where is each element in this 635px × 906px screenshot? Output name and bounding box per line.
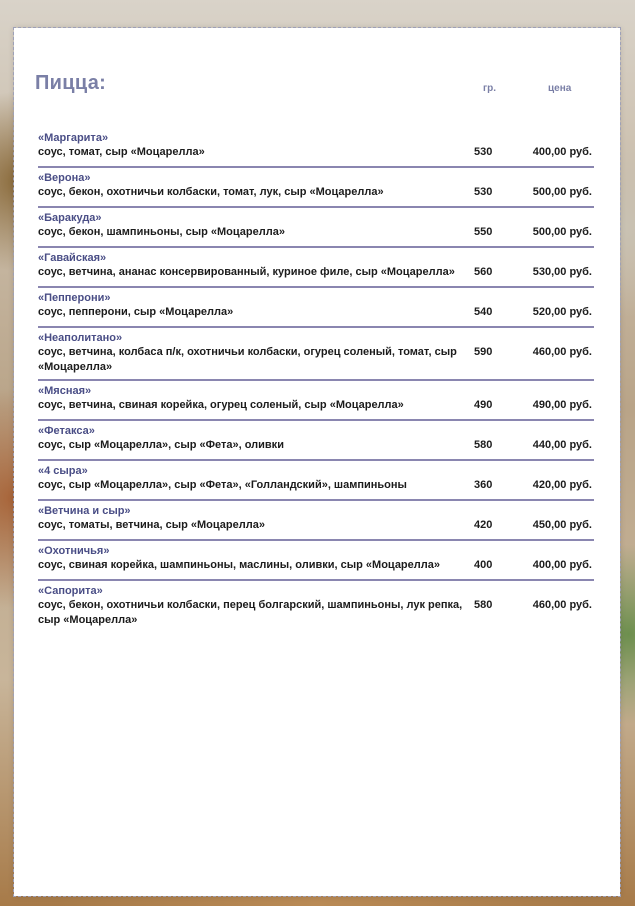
item-description: соус, ветчина, колбаса п/к, охотничьи колбаски, огурец соленый, томат, сыр «Моцарелла» xyxy=(38,346,457,373)
item-weight: 560 xyxy=(474,266,493,278)
item-price: 460,00 руб. xyxy=(532,346,592,358)
item-description: соус, свиная корейка, шампиньоны, маслины, оливки, сыр «Моцарелла» xyxy=(38,559,440,571)
item-price: 530,00 руб. xyxy=(532,266,592,278)
item-weight: 530 xyxy=(474,186,493,198)
item-description: соус, сыр «Моцарелла», сыр «Фета», оливки xyxy=(38,439,284,451)
menu-item xyxy=(38,128,594,168)
item-price: 520,00 руб. xyxy=(532,306,592,318)
item-weight: 530 xyxy=(474,146,493,158)
item-price: 420,00 руб. xyxy=(532,479,592,491)
item-description: соус, томаты, ветчина, сыр «Моцарелла» xyxy=(38,519,265,531)
item-price: 450,00 руб. xyxy=(532,519,592,531)
item-price: 440,00 руб. xyxy=(532,439,592,451)
item-description: соус, ветчина, ананас консервированный, куриное филе, сыр «Моцарелла» xyxy=(38,266,455,278)
menu-item xyxy=(38,421,594,461)
price-column-header: цена xyxy=(548,83,572,94)
pizza-list xyxy=(38,128,594,632)
item-name: «Мясная» xyxy=(38,385,92,397)
item-price: 500,00 руб. xyxy=(532,186,592,198)
item-weight: 360 xyxy=(474,479,493,491)
item-price: 400,00 руб. xyxy=(532,559,592,571)
item-name: «Пепперони» xyxy=(38,292,111,304)
menu-item xyxy=(38,581,594,632)
weight-column-header: гр. xyxy=(483,83,497,94)
item-price: 460,00 руб. xyxy=(532,599,592,611)
menu-item xyxy=(38,501,594,541)
item-weight: 420 xyxy=(474,519,493,531)
menu-item xyxy=(38,381,594,421)
menu-item xyxy=(38,248,594,288)
item-description: соус, бекон, охотничьи колбаски, томат, лук, сыр «Моцарелла» xyxy=(38,186,384,198)
item-name: «4 сыра» xyxy=(38,465,88,477)
menu-item xyxy=(38,168,594,208)
item-weight: 490 xyxy=(474,399,493,411)
menu-item xyxy=(38,461,594,501)
item-description: соус, ветчина, свиная корейка, огурец соленый, сыр «Моцарелла» xyxy=(38,399,404,411)
item-name: «Неаполитано» xyxy=(38,332,123,344)
item-name: «Фетакса» xyxy=(38,425,95,437)
item-name: «Охотничья» xyxy=(38,545,110,557)
item-name: «Баракуда» xyxy=(38,212,102,224)
menu-sheet xyxy=(14,28,620,896)
item-name: «Маргарита» xyxy=(38,132,109,144)
menu-item xyxy=(38,328,594,381)
item-price: 490,00 руб. xyxy=(532,399,592,411)
item-description: соус, бекон, шампиньоны, сыр «Моцарелла» xyxy=(38,226,285,238)
item-name: «Сапорита» xyxy=(38,585,103,597)
item-description: соус, сыр «Моцарелла», сыр «Фета», «Голландский», шампиньоны xyxy=(38,479,407,491)
item-name: «Гавайская» xyxy=(38,252,107,264)
item-weight: 540 xyxy=(474,306,493,318)
item-weight: 400 xyxy=(474,559,493,571)
item-description: соус, томат, сыр «Моцарелла» xyxy=(38,146,205,158)
item-name: «Верона» xyxy=(38,172,91,184)
item-weight: 580 xyxy=(474,439,493,451)
menu-item xyxy=(38,288,594,328)
item-weight: 590 xyxy=(474,346,493,358)
item-name: «Ветчина и сыр» xyxy=(38,505,131,517)
menu-item xyxy=(38,208,594,248)
item-price: 500,00 руб. xyxy=(532,226,592,238)
item-price: 400,00 руб. xyxy=(532,146,592,158)
item-description: соус, бекон, охотничьи колбаски, перец болгарский, шампиньоны, лук репка, сыр «Моцарелла» xyxy=(38,599,463,626)
item-description: соус, пепперони, сыр «Моцарелла» xyxy=(38,306,234,318)
item-weight: 550 xyxy=(474,226,493,238)
item-weight: 580 xyxy=(474,599,493,611)
menu-item xyxy=(38,541,594,581)
page-title: Пицца: xyxy=(35,72,107,94)
